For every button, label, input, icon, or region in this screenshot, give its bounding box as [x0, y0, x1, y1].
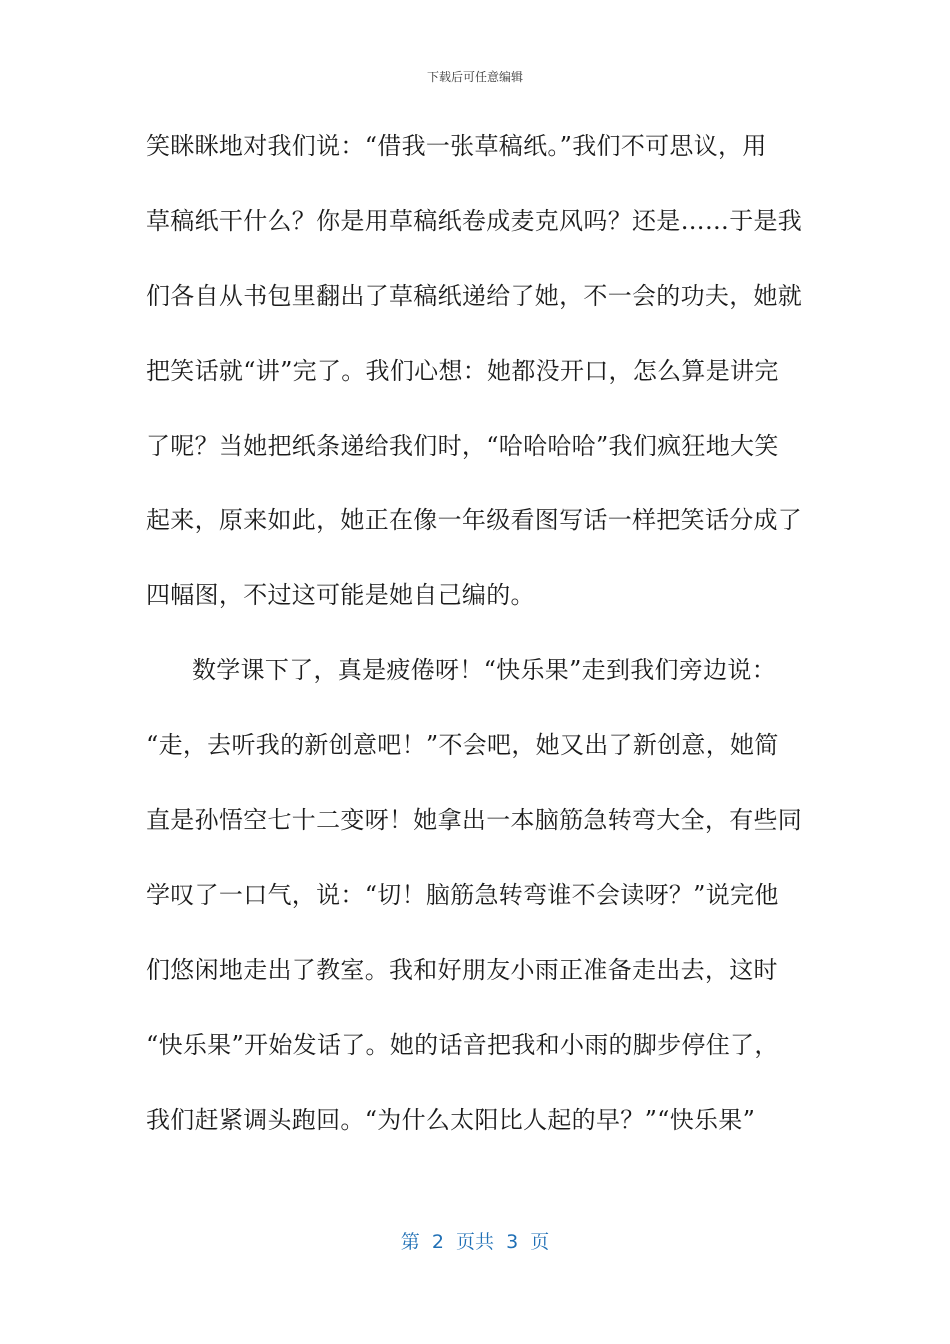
- text-line: 学叹了一口气，说：“切！脑筋急转弯谁不会读呀？”说完他: [146, 880, 779, 909]
- text-line: “走，去听我的新创意吧！”不会吧，她又出了新创意，她简: [146, 731, 779, 760]
- text-line: 了呢？当她把纸条递给我们时，“哈哈哈哈”我们疯狂地大笑: [146, 431, 779, 460]
- text-line: 草稿纸干什么？你是用草稿纸卷成麦克风吗？还是……于是我: [146, 206, 803, 235]
- text-line: 起来，原来如此，她正在像一年级看图写话一样把笑话分成了: [146, 506, 803, 535]
- text-line: 我们赶紧调头跑回。“为什么太阳比人起的早？”“快乐果”: [146, 1105, 756, 1134]
- page-header-note: 下载后可任意编辑: [426, 70, 523, 84]
- text-line: 四幅图，不过这可能是她自己编的。: [146, 581, 535, 610]
- page-number-footer: 第 2 页共 3 页: [400, 1231, 550, 1253]
- text-line: 把笑话就“讲”完了。我们心想：她都没开口，怎么算是讲完: [146, 356, 779, 385]
- paragraph-start-line: 数学课下了，真是疲倦呀！“快乐果”走到我们旁边说：: [192, 656, 777, 685]
- text-line: 们悠闲地走出了教室。我和好朋友小雨正准备走出去，这时: [146, 955, 778, 984]
- document-body: [146, 128, 806, 1176]
- text-line: 笑眯眯地对我们说：“借我一张草稿纸。”我们不可思议，用: [146, 132, 767, 160]
- text-line: “快乐果”开始发话了。她的话音把我和小雨的脚步停住了，: [146, 1030, 779, 1059]
- text-line: 们各自从书包里翻出了草稿纸递给了她，不一会的功夫，她就: [146, 281, 803, 310]
- text-line: 直是孙悟空七十二变呀！她拿出一本脑筋急转弯大全，有些同: [146, 806, 803, 835]
